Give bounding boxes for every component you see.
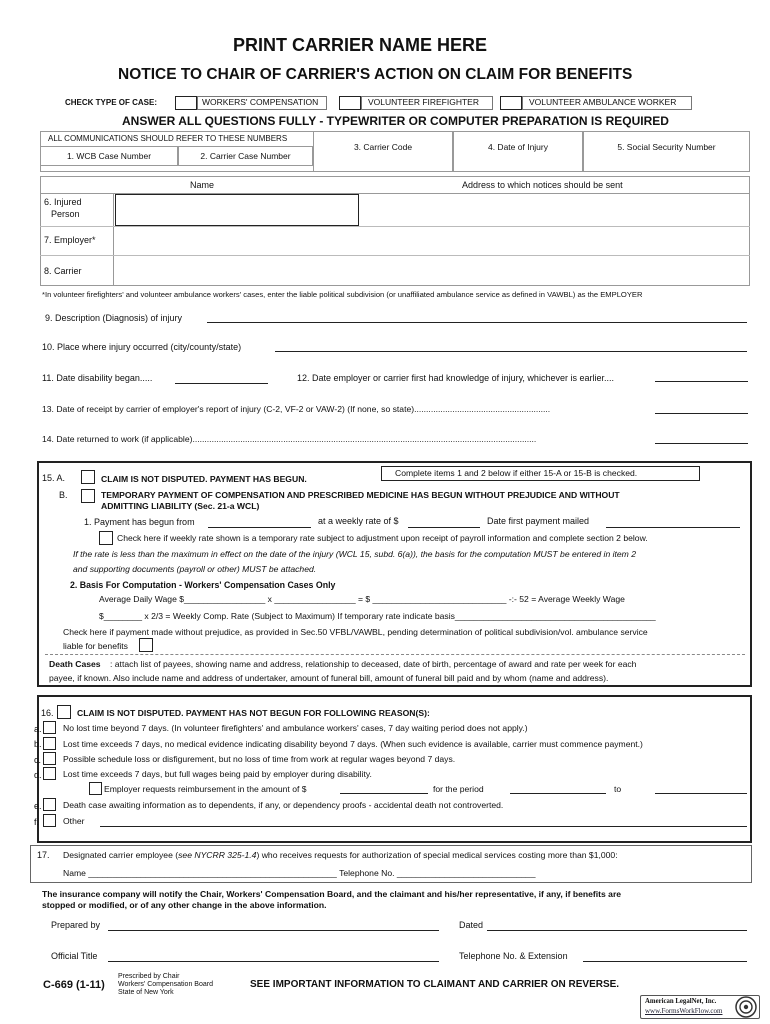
weekly-comp-rate-line[interactable]: $________ x 2/3 = Weekly Comp. Rate (Subject to Maximum) If temporary rate indicate basis__________________________________________: [99, 611, 656, 621]
item-16-title: CLAIM IS NOT DISPUTED. PAYMENT HAS NOT BEGUN FOR FOLLOWING REASON(S):: [77, 708, 430, 718]
publisher-name: American LegalNet, Inc.: [645, 998, 717, 1005]
numbers-note: ALL COMMUNICATIONS SHOULD REFER TO THESE NUMBERS: [48, 134, 288, 143]
form-id: C-669 (1-11): [43, 979, 105, 991]
carrier-label: 8. Carrier: [44, 266, 82, 276]
temporary-rate-text: Check here if weekly rate shown is a temporary rate subject to adjustment upon receipt of payroll information and complete section 2 below.: [117, 533, 648, 543]
carrier-case-number-cell[interactable]: 2. Carrier Case Number: [178, 146, 313, 166]
reason-c-text: Possible schedule loss or disfigurement, but no loss of time from work at regular wages beyond 7 days.: [63, 754, 456, 764]
address-column-header: Address to which notices should be sent: [462, 180, 623, 190]
ff-case-type-label: VOLUNTEER FIREFIGHTER: [368, 97, 479, 107]
reason-d-label: d.: [34, 770, 42, 780]
average-daily-wage-line[interactable]: Average Daily Wage $_________________ x _________________ = $ ____________________________ -:- 52 = Average Weekly Wage: [99, 594, 625, 604]
computation-note-1: If the rate is less than the maximum in effect on the date of the injury (WCL 15, subd. 6(a)), the basis for the computation MUST be entered in item 2: [73, 549, 637, 559]
item-12-field[interactable]: [655, 381, 748, 382]
item-17-number: 17.: [37, 850, 50, 860]
death-cases-text-2: payee, if known. Also include name and address of undertaker, amount of funeral bill, amount of funeral bill paid and by whom (name and address).: [49, 673, 609, 683]
date-first-payment-label: Date first payment mailed: [487, 516, 590, 526]
check-type-label: CHECK TYPE OF CASE:: [65, 98, 158, 107]
reason-e-text: Death case awaiting information as to dependents, if any, or dependency proofs - accidental death not controverted.: [63, 800, 504, 810]
item-15b-label: B.: [59, 490, 68, 500]
reason-f-label: f.: [34, 817, 40, 827]
reason-b-label: b.: [34, 739, 42, 749]
employer-label: 7. Employer*: [44, 235, 96, 245]
notice-line-2: stopped or modified, or of any other change in the above information.: [42, 900, 327, 910]
item-16-checkbox[interactable]: [57, 705, 71, 719]
item-13-label: 13. Date of receipt by carrier of employer's report of injury (C-2, VF-2 or VAW-2) (If none, so state).........................................................: [42, 404, 551, 414]
death-cases-divider: [45, 654, 745, 655]
official-title-label: Official Title: [51, 951, 98, 961]
injured-person-name-field[interactable]: [115, 194, 359, 226]
payment-begun-label: 1. Payment has begun from: [84, 517, 195, 527]
injured-label-2: Person: [51, 209, 80, 219]
carrier-code-cell[interactable]: 3. Carrier Code: [313, 131, 453, 172]
publisher-logo-icon: [735, 996, 757, 1018]
reimbursement-period-to-field[interactable]: [655, 793, 747, 794]
death-cases-label: Death Cases: [49, 659, 101, 669]
volunteer-footnote: *In volunteer firefighters' and volunteer ambulance workers' cases, enter the liable political subdivision (or unaffiliated ambulance service as defined in VAWBL) as the EMPLOYER: [42, 290, 643, 299]
ff-checkbox[interactable]: [339, 96, 361, 110]
carrier-name-heading: PRINT CARRIER NAME HERE: [233, 35, 488, 55]
notice-line-1: The insurance company will notify the Chair, Workers' Compensation Board, and the claimant and his/her representative, if any, if benefits are: [42, 889, 622, 899]
ssn-cell[interactable]: 5. Social Security Number: [583, 131, 750, 172]
wc-case-type-label: WORKERS' COMPENSATION: [202, 97, 319, 107]
prescribed-line-2: Workers' Compensation Board: [118, 981, 213, 988]
reason-f-checkbox[interactable]: [43, 814, 56, 827]
reason-e-label: e.: [34, 801, 42, 811]
item-15b-checkbox[interactable]: [81, 489, 95, 503]
date-first-payment-field[interactable]: [606, 527, 740, 528]
prepared-by-field[interactable]: [108, 930, 439, 931]
weekly-rate-field[interactable]: [408, 527, 480, 528]
reason-a-checkbox[interactable]: [43, 721, 56, 734]
prescribed-line-3: State of New York: [118, 989, 174, 996]
item-15a-number: 15. A.: [42, 473, 66, 483]
item-17-reference: see NYCRR 325-1.4: [178, 850, 257, 860]
reimbursement-checkbox[interactable]: [89, 782, 102, 795]
reason-c-checkbox[interactable]: [43, 752, 56, 765]
employer-row-divider: [40, 255, 750, 256]
reason-d-text: Lost time exceeds 7 days, but full wages being paid by employer during disability.: [63, 769, 372, 779]
item-15a-text: CLAIM IS NOT DISPUTED. PAYMENT HAS BEGUN.: [101, 474, 307, 484]
date-of-injury-cell[interactable]: 4. Date of Injury: [453, 131, 583, 172]
weekly-rate-label: at a weekly rate of $: [318, 516, 399, 526]
reason-a-label: a.: [34, 724, 42, 734]
item-13-field[interactable]: [655, 413, 748, 414]
item-15b-text-1: TEMPORARY PAYMENT OF COMPENSATION AND PRESCRIBED MEDICINE HAS BEGUN WITHOUT PREJUDICE AND WITHOUT: [101, 490, 620, 500]
parties-col-divider: [113, 193, 114, 286]
item-15a-checkbox[interactable]: [81, 470, 95, 484]
reason-b-text: Lost time exceeds 7 days, no medical evidence indicating disability beyond 7 days. (When such evidence is available, carrier must commence payment.): [63, 739, 643, 749]
dated-field[interactable]: [487, 930, 747, 931]
reason-c-label: c.: [34, 755, 42, 765]
item-10-field[interactable]: [275, 351, 747, 352]
item-12-label: 12. Date employer or carrier first had knowledge of injury, whichever is earlier....: [297, 373, 614, 383]
reason-a-text: No lost time beyond 7 days. (In volunteer firefighters' and ambulance workers' cases, 7 day waiting period does not apply.): [63, 723, 528, 733]
item-17-text-1: Designated carrier employee (: [63, 850, 179, 860]
reimbursement-period-from-field[interactable]: [510, 793, 606, 794]
computation-note-2: and supporting documents (payroll or other) MUST be attached.: [73, 564, 317, 574]
item-15b-text-2: ADMITTING LIABILITY (Sec. 21-a WCL): [101, 501, 260, 511]
item-9-field[interactable]: [207, 322, 747, 323]
reason-other-field[interactable]: [100, 826, 747, 827]
telephone-extension-field[interactable]: [583, 961, 747, 962]
instruction-heading: ANSWER ALL QUESTIONS FULLY - TYPEWRITER OR COMPUTER PREPARATION IS REQUIRED: [122, 114, 669, 128]
reimbursement-label: Employer requests reimbursement in the amount of $: [104, 784, 307, 794]
reimbursement-period-label: for the period: [433, 784, 484, 794]
item-9-label: 9. Description (Diagnosis) of injury: [45, 313, 183, 323]
publisher-url[interactable]: www.FormsWorkFlow.com: [645, 1007, 723, 1015]
temporary-rate-checkbox[interactable]: [99, 531, 113, 545]
item-10-label: 10. Place where injury occurred (city/county/state): [42, 342, 242, 352]
wc-checkbox[interactable]: [175, 96, 197, 110]
injured-row-divider: [40, 226, 750, 227]
complete-items-note: Complete items 1 and 2 below if either 15-A or 15-B is checked.: [395, 468, 638, 478]
item-14-label: 14. Date returned to work (if applicable)................................................................................................................................................: [42, 434, 537, 444]
item-17-text: [63, 850, 618, 860]
prejudice-checkbox[interactable]: [139, 638, 153, 652]
prescribed-line-1: Prescribed by Chair: [118, 973, 180, 980]
prejudice-note-1: Check here if payment made without prejudice, as provided in Sec.50 VFBL/VAWBL, pending determination of political subdivision/vol. ambulance service: [63, 627, 648, 637]
reverse-notice: SEE IMPORTANT INFORMATION TO CLAIMANT AND CARRIER ON REVERSE.: [250, 979, 620, 990]
item-11-label: 11. Date disability began.....: [42, 373, 153, 383]
item-11-field[interactable]: [175, 383, 268, 384]
prejudice-note-2: liable for benefits: [63, 641, 128, 651]
injured-label-1: 6. Injured: [44, 197, 82, 207]
item-14-field[interactable]: [655, 443, 748, 444]
notice-title: NOTICE TO CHAIR OF CARRIER'S ACTION ON CLAIM FOR BENEFITS: [118, 66, 633, 83]
dated-label: Dated: [459, 920, 484, 930]
reimbursement-to-label: to: [614, 784, 622, 794]
amb-case-type-label: VOLUNTEER AMBULANCE WORKER: [529, 97, 677, 107]
wcb-case-number-cell[interactable]: 1. WCB Case Number: [40, 146, 178, 166]
reason-e-checkbox[interactable]: [43, 798, 56, 811]
reason-b-checkbox[interactable]: [43, 737, 56, 750]
payment-begun-field[interactable]: [208, 527, 311, 528]
death-cases-text-1: : attach list of payees, showing name and address, relationship to deceased, date of birth, percentage of award and rate per week for each: [110, 659, 637, 669]
prepared-by-label: Prepared by: [51, 920, 101, 930]
official-title-field[interactable]: [108, 961, 439, 962]
reimbursement-amount-field[interactable]: [340, 793, 428, 794]
amb-checkbox[interactable]: [500, 96, 522, 110]
basis-computation-title: 2. Basis For Computation - Workers' Compensation Cases Only: [70, 580, 336, 590]
name-column-header: Name: [190, 180, 215, 190]
designated-employee-name-line[interactable]: Name ____________________________________________________ Telephone No. _____________________________: [63, 868, 536, 878]
item-17-text-2: ) who receives requests for authorization of special medical services costing more than $1,000:: [256, 850, 618, 860]
telephone-extension-label: Telephone No. & Extension: [459, 951, 568, 961]
reason-d-checkbox[interactable]: [43, 767, 56, 780]
item-16-number: 16.: [41, 708, 54, 718]
reason-f-text: Other: [63, 816, 85, 826]
